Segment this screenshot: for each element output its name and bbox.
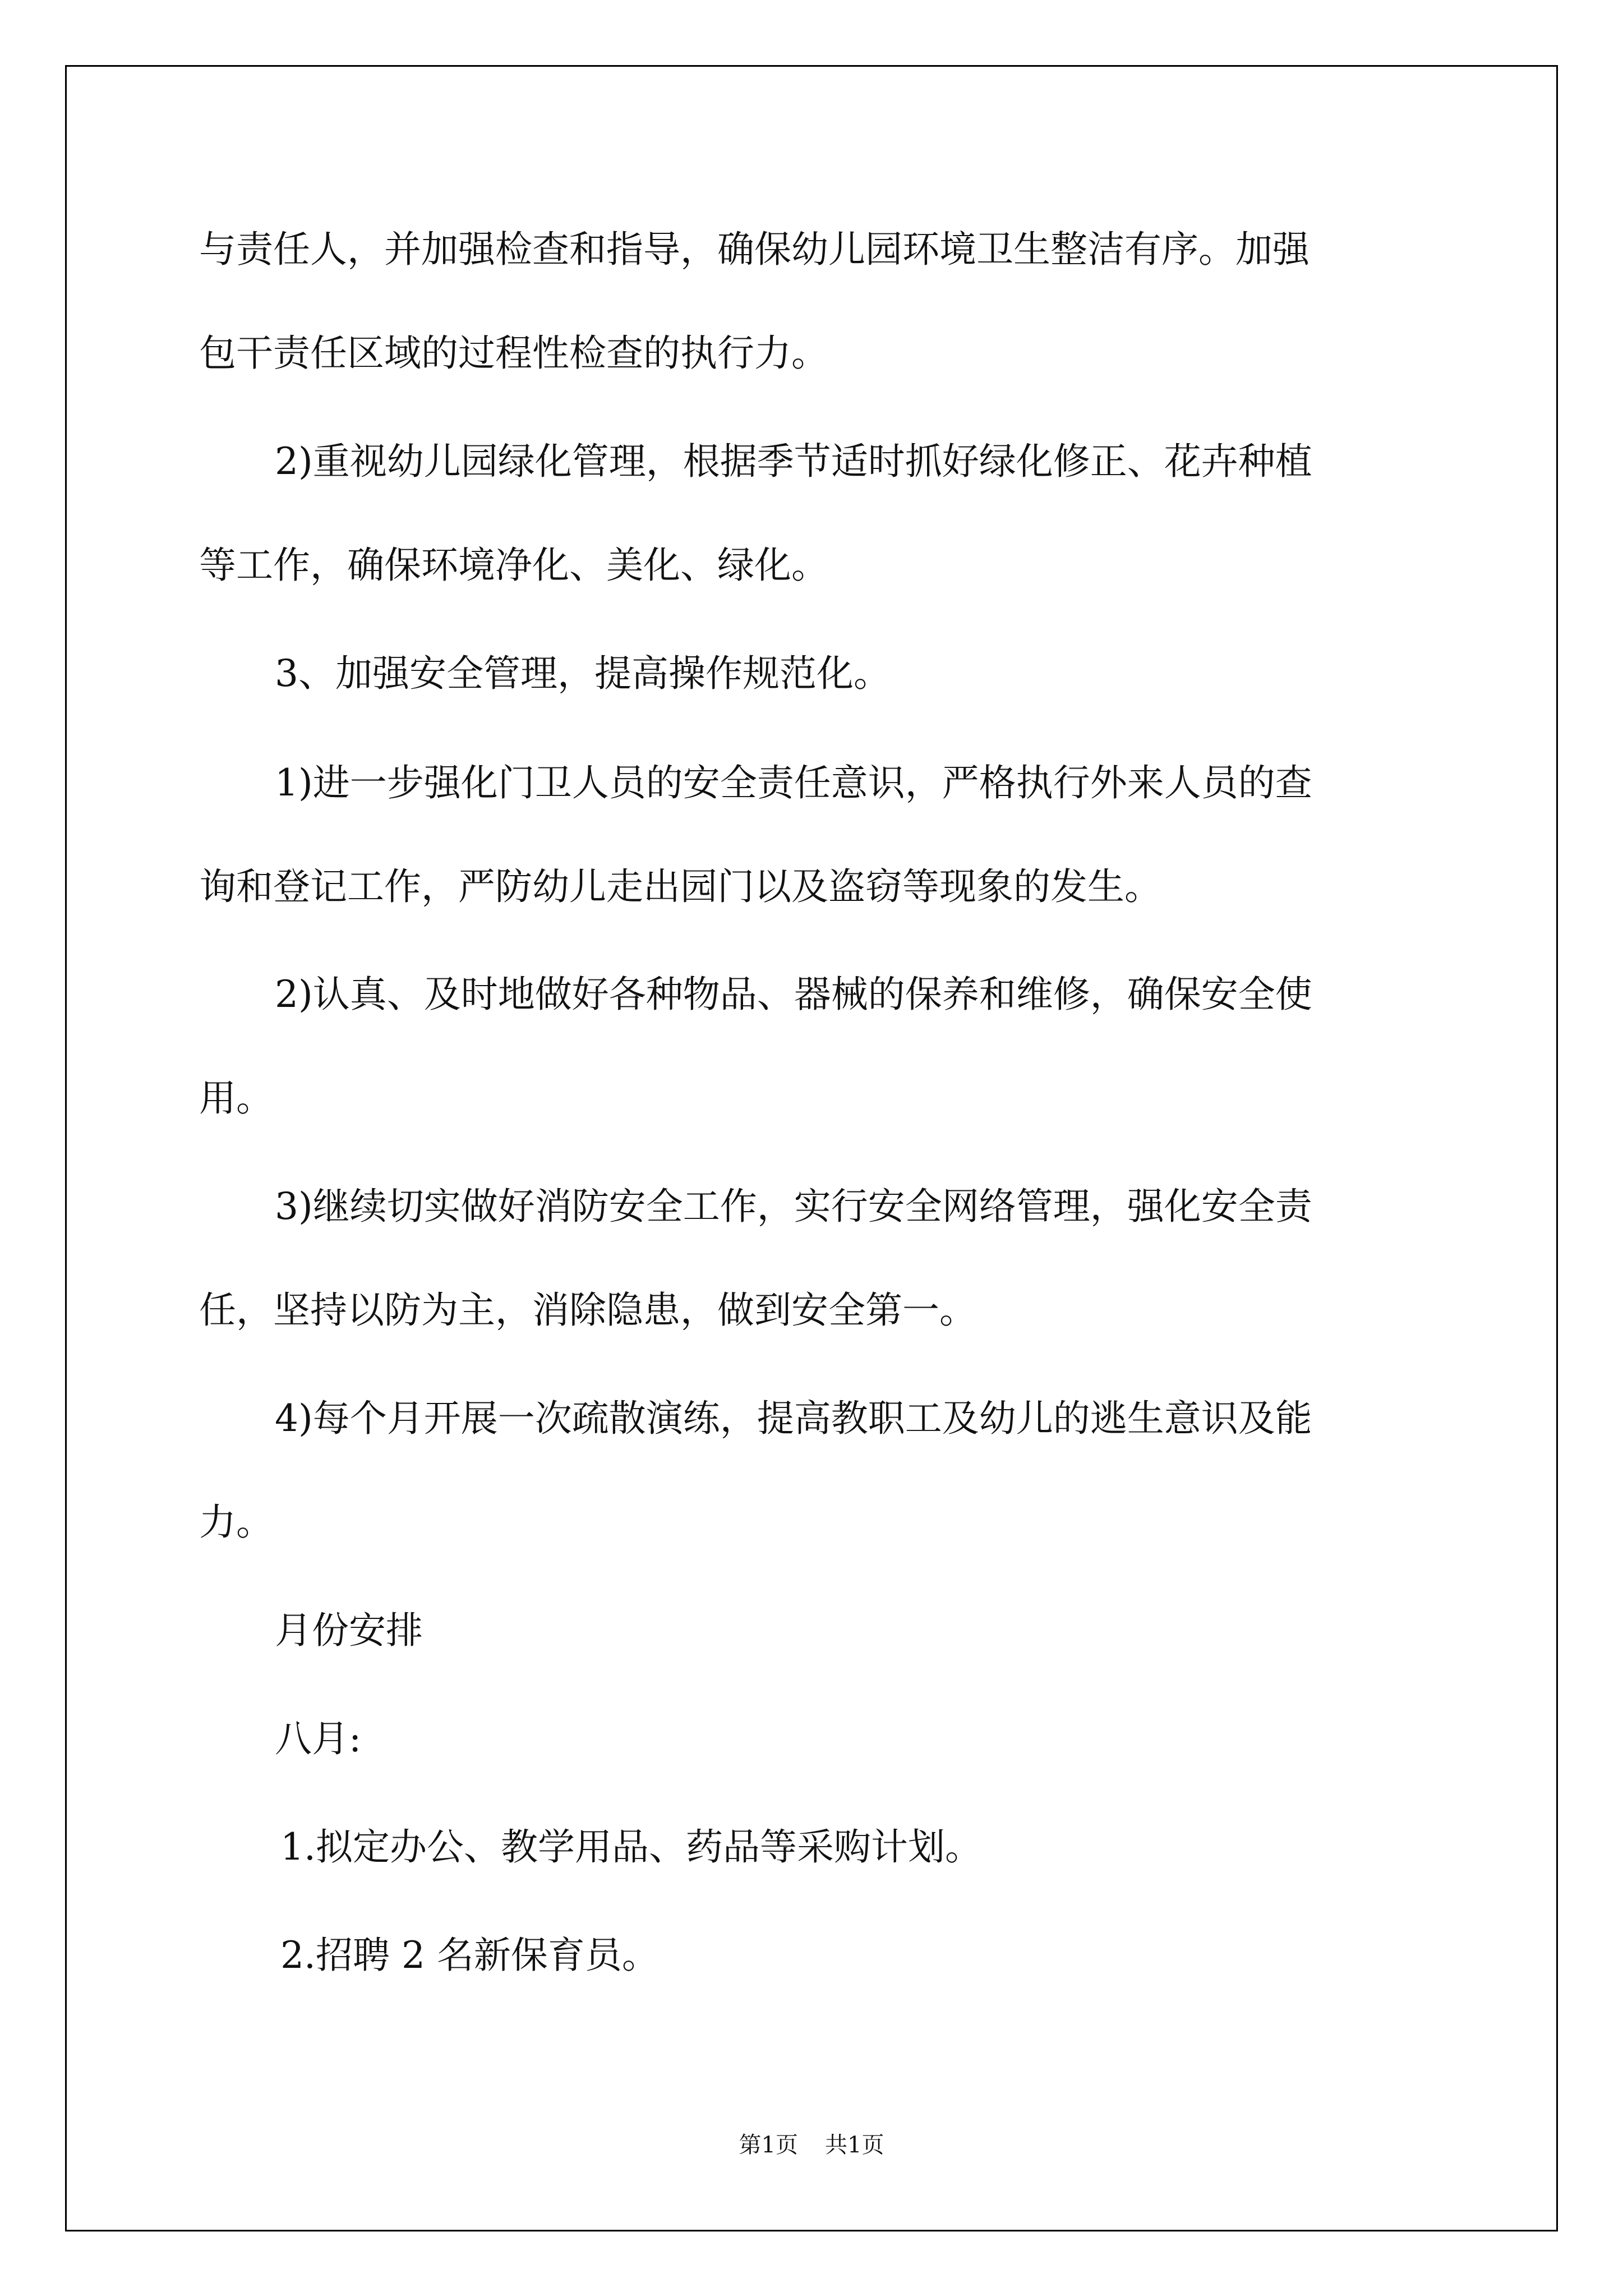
text-line: 力。 <box>199 1501 273 1544</box>
text-line: 任，坚持以防为主，消除隐患，做到安全第一。 <box>199 1289 976 1332</box>
text-line: 1)进一步强化门卫人员的安全责任意识，严格执行外来人员的查 <box>275 761 1312 804</box>
text-line: 与责任人，并加强检查和指导，确保幼儿园环境卫生整洁有序。加强 <box>199 228 1310 271</box>
section-heading: 月份安排 <box>275 1609 423 1652</box>
text-line: 2)认真、及时地做好各种物品、器械的保养和维修，确保安全使 <box>275 973 1312 1016</box>
text-line: 3)继续切实做好消防安全工作，实行安全网络管理，强化安全责 <box>275 1185 1312 1228</box>
text-line: 用。 <box>199 1076 273 1120</box>
page-footer <box>0 2127 1623 2159</box>
text-line: 询和登记工作，严防幼儿走出园门以及盗窃等现象的发生。 <box>199 865 1161 908</box>
text-line: 2)重视幼儿园绿化管理，根据季节适时抓好绿化修正、花卉种植 <box>275 440 1312 483</box>
page-number: 第1页 <box>739 2132 798 2158</box>
list-item: 1.拟定办公、教学用品、药品等采购计划。 <box>280 1825 982 1869</box>
page-total: 共1页 <box>825 2132 884 2158</box>
page-border <box>65 65 1558 2231</box>
text-line: 3、加强安全管理，提高操作规范化。 <box>275 652 891 695</box>
month-heading: 八月: <box>275 1717 362 1760</box>
text-line: 4)每个月开展一次疏散演练，提高教职工及幼儿的逃生意识及能 <box>275 1397 1312 1440</box>
text-line: 等工作，确保环境净化、美化、绿化。 <box>199 544 828 587</box>
text-line: 包干责任区域的过程性检查的执行力。 <box>199 332 828 375</box>
list-item: 2.招聘 2 名新保育员。 <box>280 1934 659 1977</box>
